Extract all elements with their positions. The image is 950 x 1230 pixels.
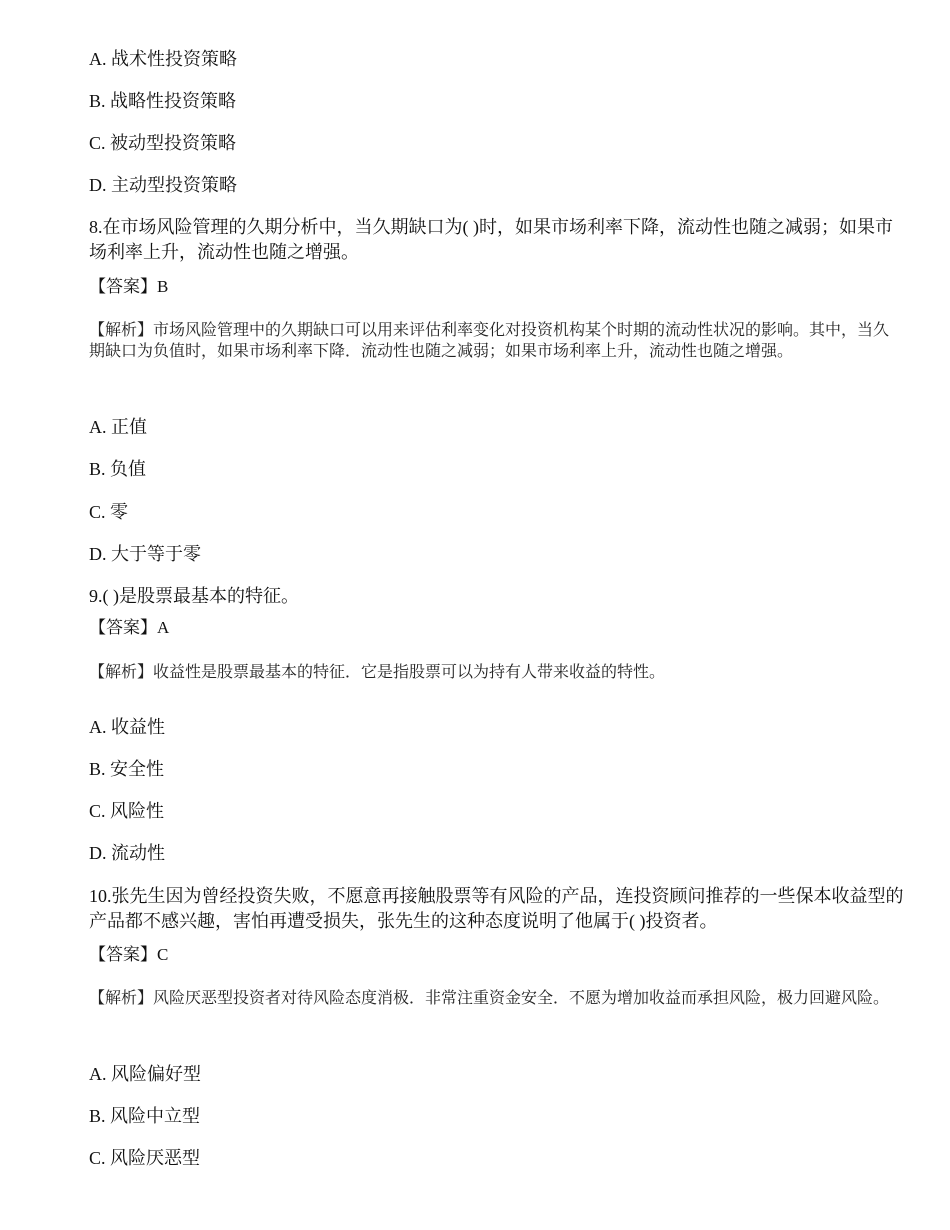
option-c: C. 被动型投资策略: [89, 133, 237, 153]
option-d: D. 大于等于零: [89, 544, 201, 564]
option-d: D. 流动性: [89, 843, 165, 863]
question-9: 9.( )是股票最基本的特征。: [89, 586, 299, 606]
explanation-10: 【解析】风险厌恶型投资者对待风险态度消极．非常注重资金安全．不愿为增加收益而承担风险，极力回避风险。: [89, 990, 890, 1007]
option-b: B. 安全性: [89, 759, 165, 779]
option-c: C. 零: [89, 502, 129, 522]
option-a: A. 战术性投资策略: [89, 49, 237, 69]
option-c: C. 风险厌恶型: [89, 1148, 201, 1168]
explanation-8: 【解析】市场风险管理中的久期缺口可以用来评估利率变化对投资机构某个时期的流动性状况的影响。其中，当久期缺口为负值时，如果市场利率下降．流动性也随之减弱；如果市场利率上升，流动性也随之增强。: [89, 322, 890, 360]
option-b: B. 风险中立型: [89, 1106, 201, 1126]
option-d: D. 主动型投资策略: [89, 175, 237, 195]
option-a: A. 正值: [89, 417, 147, 437]
explanation-9: 【解析】收益性是股票最基本的特征．它是指股票可以为持有人带来收益的特性。: [89, 664, 666, 681]
answer-8: 【答案】B: [89, 277, 169, 296]
answer-10: 【答案】C: [89, 945, 169, 964]
question-8: 8.在市场风险管理的久期分析中，当久期缺口为( )时，如果市场利率下降，流动性也随之减弱；如果市场利率上升，流动性也随之增强。: [89, 217, 893, 262]
option-a: A. 收益性: [89, 717, 165, 737]
answer-9: 【答案】A: [89, 618, 170, 637]
option-b: B. 负值: [89, 459, 147, 479]
option-c: C. 风险性: [89, 801, 165, 821]
question-10: 10.张先生因为曾经投资失败，不愿意再接触股票等有风险的产品，连投资顾问推荐的一些保本收益型的产品都不感兴趣，害怕再遭受损失，张先生的这种态度说明了他属于( )投资者。: [89, 886, 904, 931]
option-b: B. 战略性投资策略: [89, 91, 237, 111]
option-a: A. 风险偏好型: [89, 1064, 201, 1084]
